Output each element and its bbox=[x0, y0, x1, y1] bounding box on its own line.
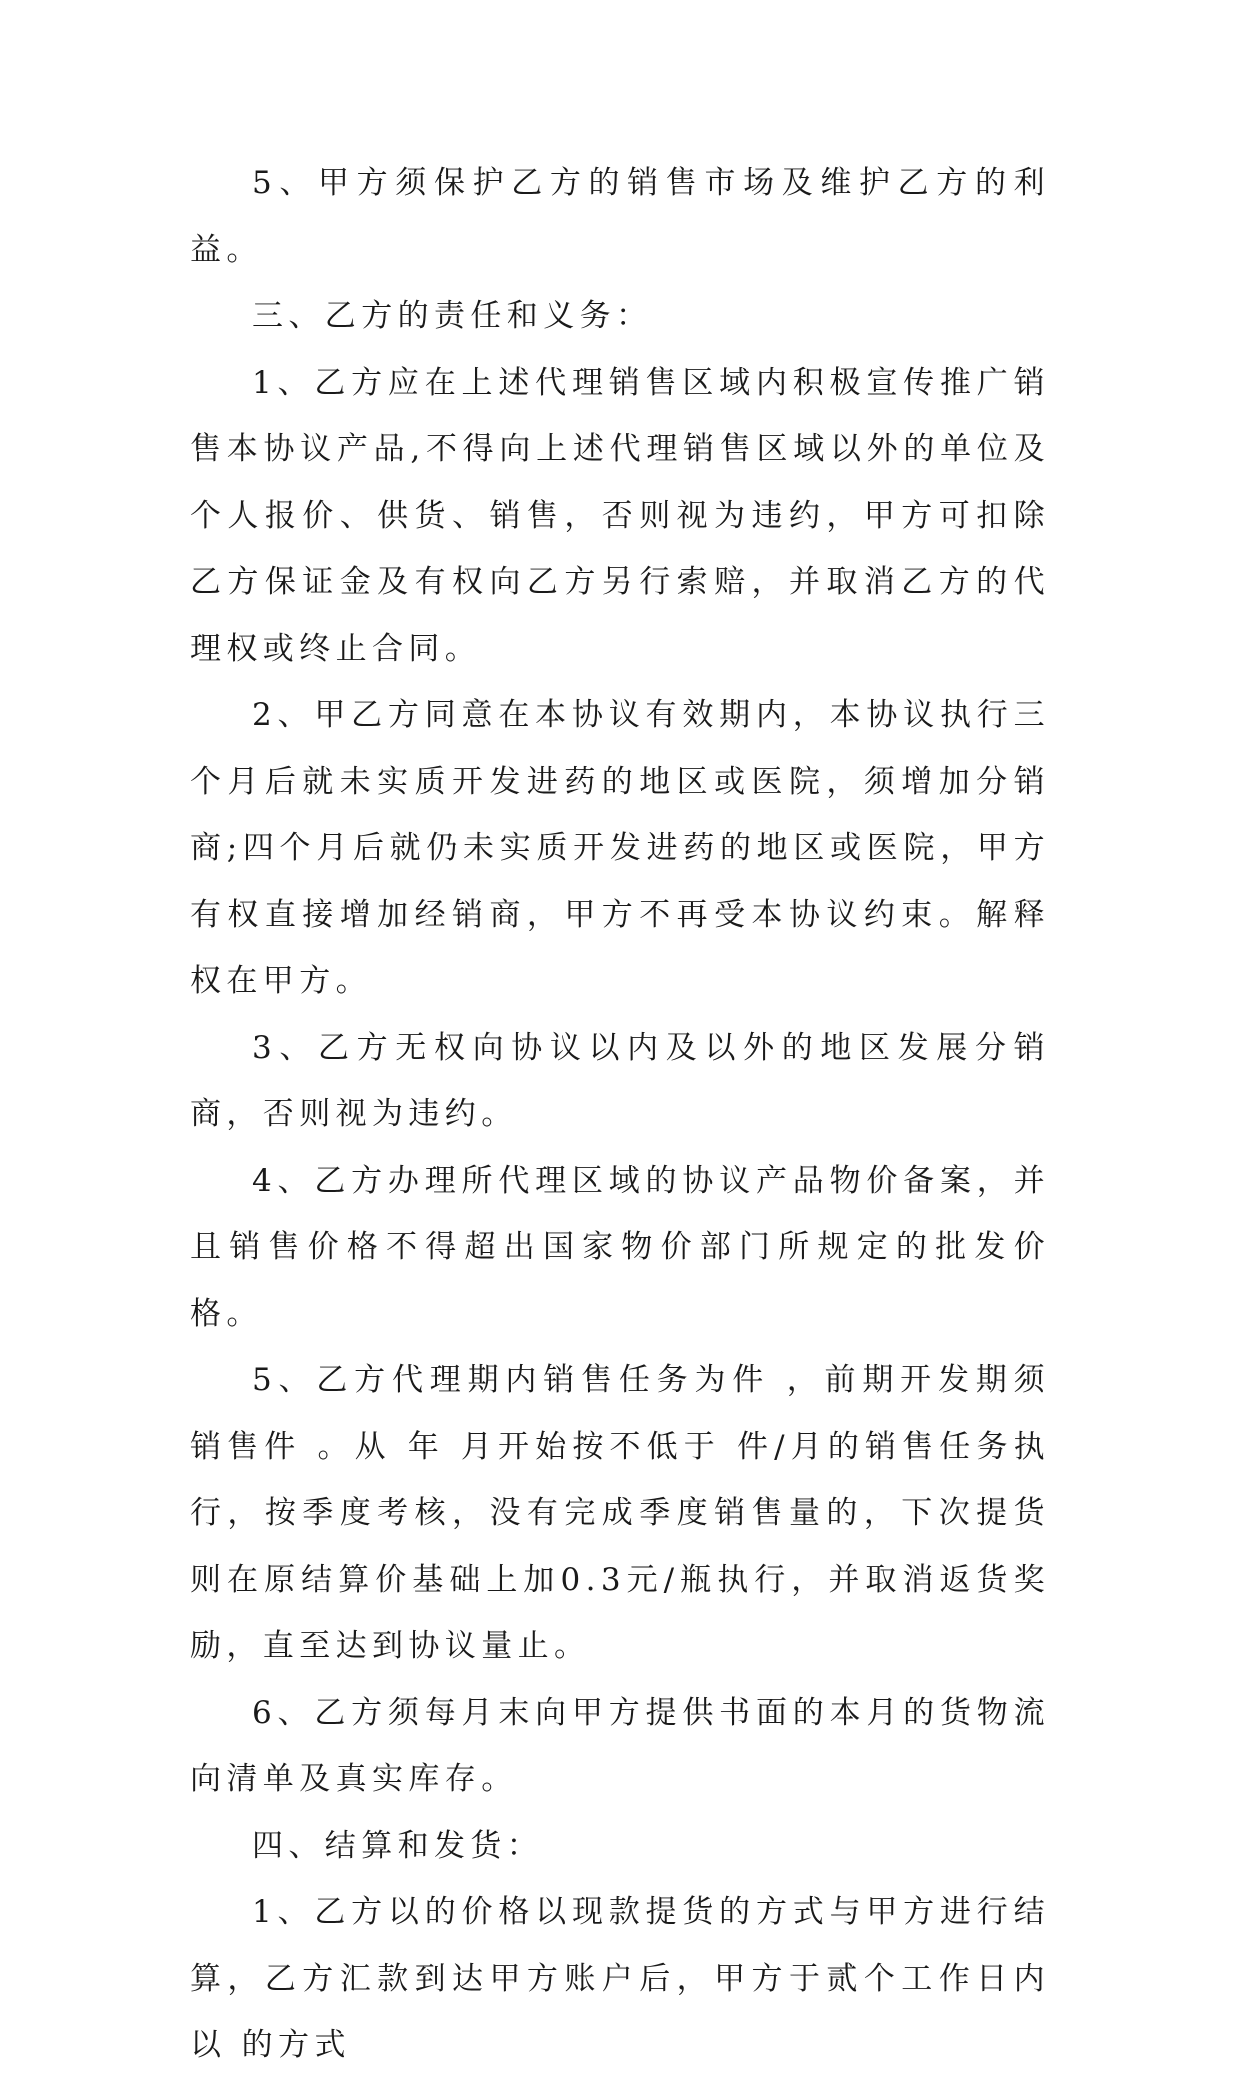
section-heading-4: 四、结算和发货： bbox=[252, 1827, 544, 1864]
paragraph-6: 4、乙方办理所代理区域的协议产品物价备案，并且销售价格不得超出国家物价部门所规定的批发价格。 bbox=[190, 1162, 1050, 1332]
paragraph-5: 3、乙方无权向协议以内及以外的地区发展分销商，否则视为违约。 bbox=[190, 1029, 1050, 1132]
paragraph-3: 1、乙方应在上述代理销售区域内积极宣传推广销售本协议产品,不得向上述代理销售区域以外的单位及个人报价、供货、销售，否则视为违约，甲方可扣除乙方保证金及有权向乙方另行索赔，并取消乙方的代理权或终止合同。 bbox=[190, 364, 1050, 667]
paragraph-8: 6、乙方须每月末向甲方提供书面的本月的货物流向清单及真实库存。 bbox=[190, 1694, 1050, 1797]
paragraph-4: 2、甲乙方同意在本协议有效期内，本协议执行三个月后就未实质开发进药的地区或医院，须增加分销商;四个月后就仍未实质开发进药的地区或医院，甲方有权直接增加经销商，甲方不再受本协议约束。解释权在甲方。 bbox=[190, 697, 1050, 999]
section-heading-3: 三、乙方的责任和义务： bbox=[252, 298, 653, 334]
paragraph-1: 5、甲方须保护乙方的销售市场及维护乙方的利益。 bbox=[190, 165, 1050, 268]
paragraph-7: 5、乙方代理期内销售任务为件 ，前期开发期须销售件 。从 年 月开始按不低于 件/月的销售任务执行，按季度考核，没有完成季度销售量的，下次提货则在原结算价基础上加0.3元/瓶执行，并取消返货奖励，直至达到协议量止。 bbox=[190, 1362, 1050, 1664]
document-page bbox=[190, 150, 1050, 2079]
paragraph-10: 1、乙方以的价格以现款提货的方式与甲方进行结算，乙方汇款到达甲方账户后，甲方于贰个工作日内以 的方式 bbox=[190, 1894, 1050, 2063]
